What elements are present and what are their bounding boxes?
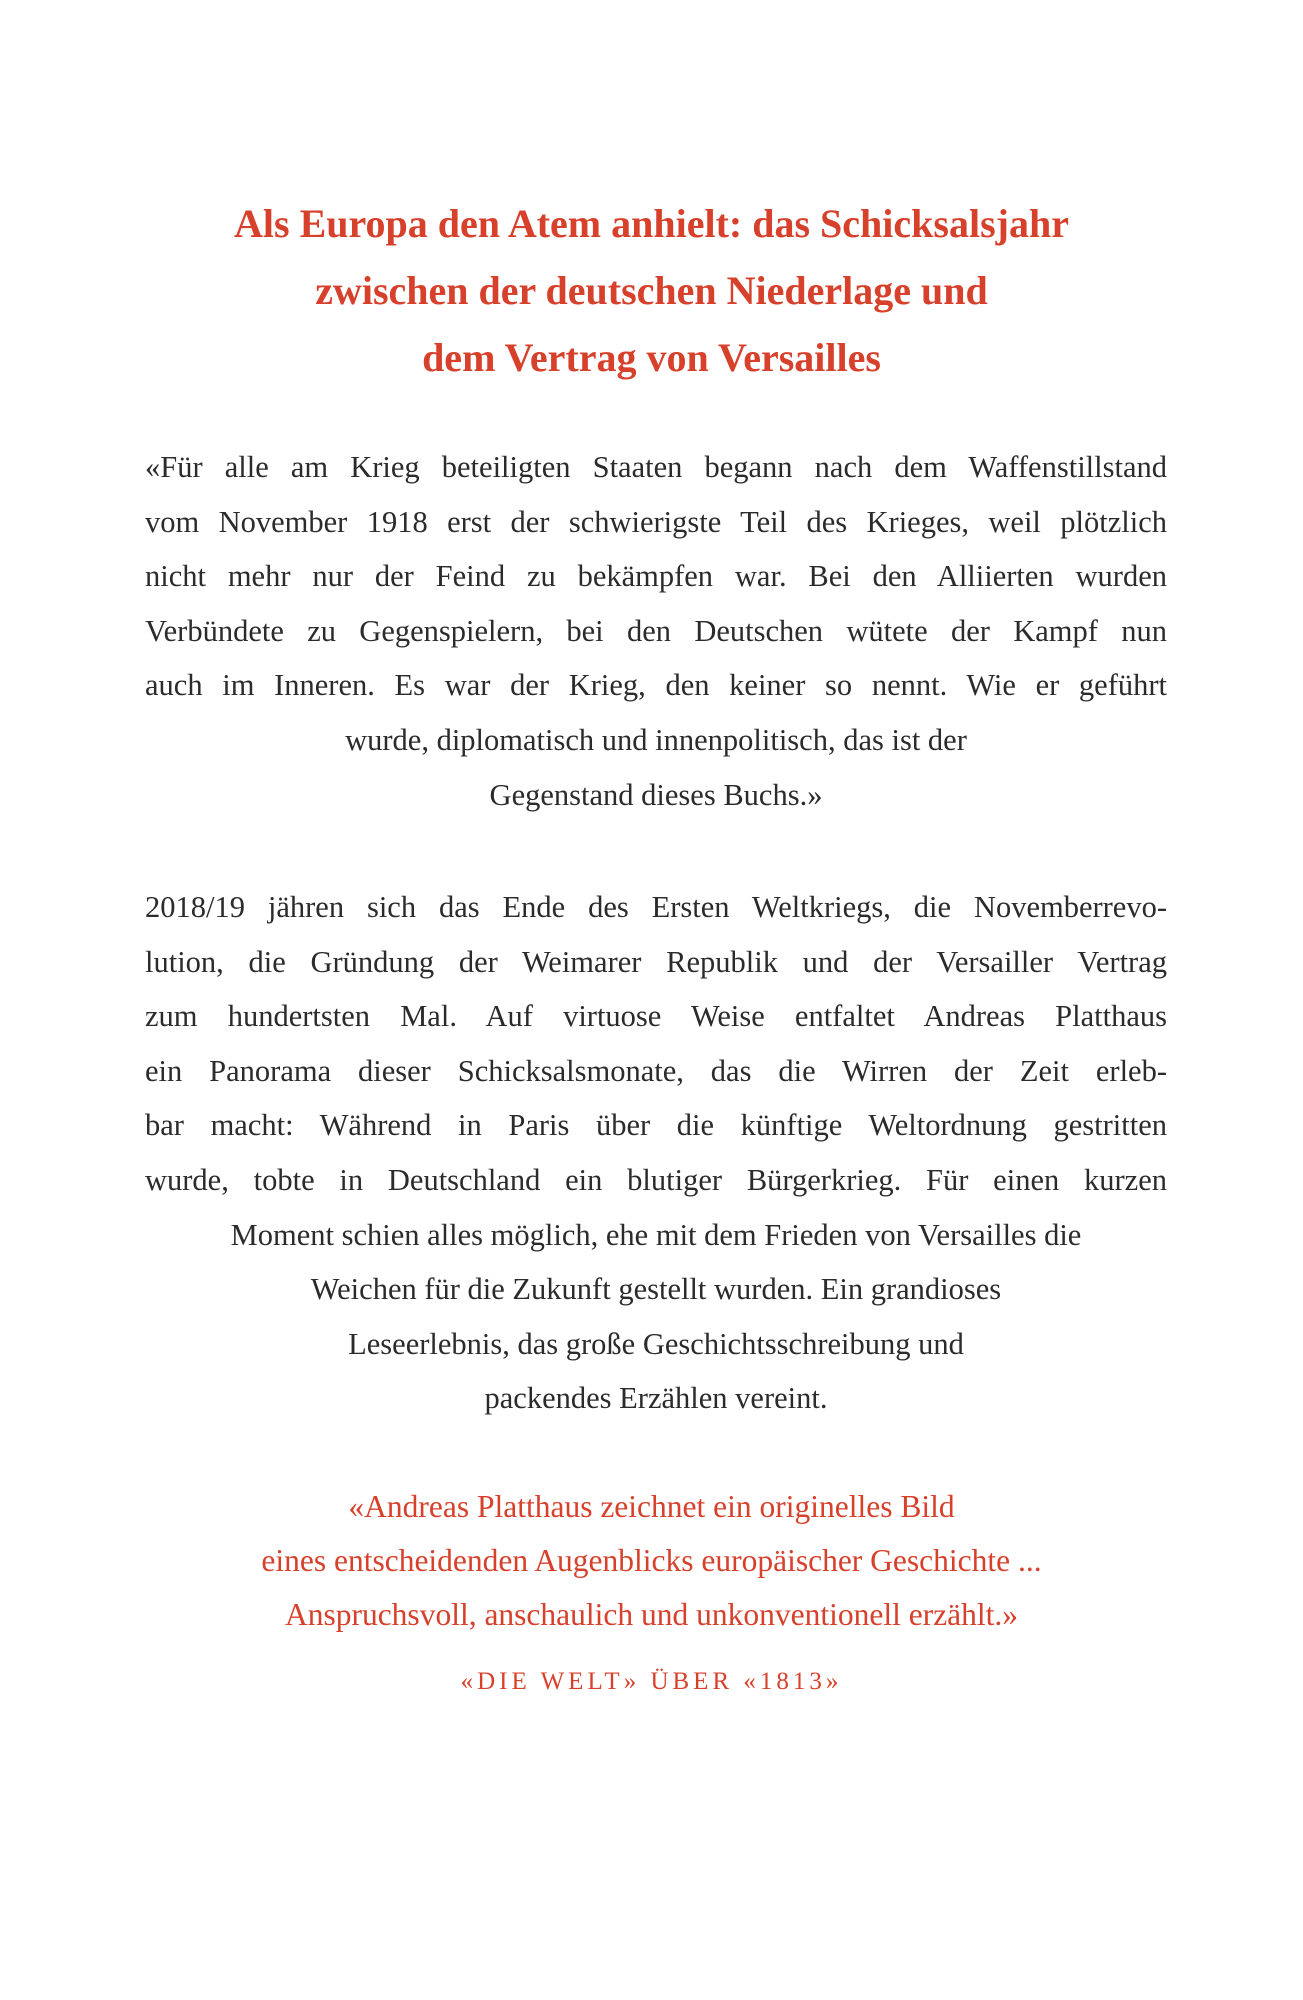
- headline-line: zwischen der deutschen Niederlage und: [315, 268, 988, 313]
- headline: [150, 190, 1153, 391]
- blurb-line: 2018/19 jähren sich das Ende des Ersten Weltkriegs, die Novemberrevo-: [145, 890, 1167, 924]
- review-line: Anspruchsvoll, anschaulich und unkonventionell erzählt.»: [284, 1597, 1019, 1632]
- press-review: [150, 1480, 1153, 1642]
- review-source: «DIE WELT» ÜBER «1813»: [460, 1668, 843, 1695]
- blurb-line: Leseerlebnis, das große Geschichtsschreibung und: [348, 1326, 964, 1361]
- book-blurb: [145, 880, 1167, 1426]
- quote-line: «Für alle am Krieg beteiligten Staaten begann nach dem Waffenstillstand: [145, 450, 1167, 484]
- blurb-line: zum hundertsten Mal. Auf virtuose Weise entfaltet Andreas Platthaus: [145, 999, 1167, 1034]
- quote-line: Gegenstand dieses Buchs.»: [489, 777, 823, 812]
- quote-line: Verbündete zu Gegenspielern, bei den Deutschen wütete der Kampf nun: [145, 613, 1167, 648]
- headline-line: dem Vertrag von Versailles: [422, 335, 881, 380]
- blurb-line: bar macht: Während in Paris über die künftige Weltordnung gestritten: [145, 1108, 1167, 1143]
- blurb-line: lution, die Gründung der Weimarer Republik und der Versailler Vertrag: [145, 944, 1167, 979]
- review-line: «Andreas Platthaus zeichnet ein originelles Bild: [348, 1489, 955, 1524]
- headline-line: Als Europa den Atem anhielt: das Schicksalsjahr: [234, 201, 1069, 246]
- review-line: eines entscheidenden Augenblicks europäischer Geschichte ...: [261, 1543, 1042, 1578]
- quote-line: wurde, diplomatisch und innenpolitisch, das ist der: [345, 722, 967, 757]
- author-quote: [145, 440, 1167, 822]
- blurb-line: Moment schien alles möglich, ehe mit dem Frieden von Versailles die: [230, 1217, 1082, 1252]
- quote-line: vom November 1918 erst der schwierigste Teil des Krieges, weil plötzlich: [145, 504, 1167, 539]
- blurb-line: Weichen für die Zukunft gestellt wurden. Ein grandioses: [310, 1272, 1002, 1307]
- blurb-line: wurde, tobte in Deutschland ein blutiger Bürgerkrieg. Für einen kurzen: [145, 1162, 1167, 1197]
- quote-line: nicht mehr nur der Feind zu bekämpfen war. Bei den Alliierten wurden: [145, 559, 1167, 594]
- quote-line: auch im Inneren. Es war der Krieg, den keiner so nennt. Wie er geführt: [145, 668, 1167, 703]
- blurb-line: packendes Erzählen vereint.: [484, 1381, 828, 1416]
- blurb-line: ein Panorama dieser Schicksalsmonate, das die Wirren der Zeit erleb-: [145, 1053, 1167, 1088]
